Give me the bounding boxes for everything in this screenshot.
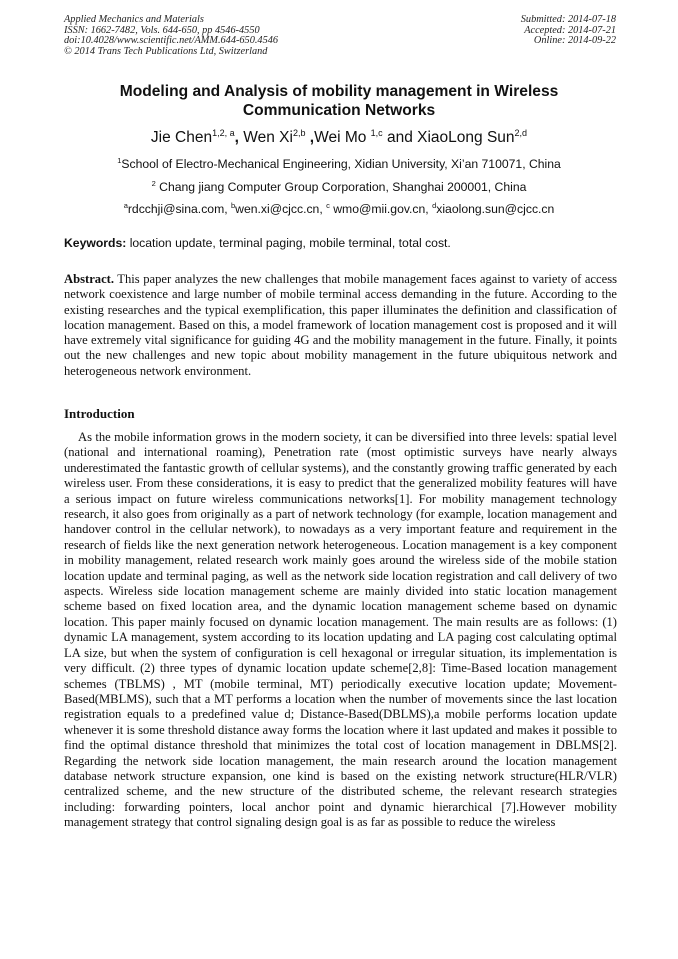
paper-title	[40, 82, 638, 120]
author-name: Wen Xi	[238, 129, 293, 146]
affiliation-2	[40, 180, 638, 195]
email-link[interactable]: xiaolong.sun@cjcc.cn	[436, 202, 555, 216]
journal-name: Applied Mechanics and Materials	[64, 14, 204, 25]
author-superscript: 2,d	[514, 128, 528, 138]
author-name: Jie Chen	[150, 129, 213, 146]
abstract-text: This paper analyzes the new challenges that mobile management faces against to variety of access network coexistence and large number of mobile terminal access demanding in the future. According to the existing researches and the typical exemplification, this paper illuminates the definition and classification of location management. Based on this, a model framework of location management cost is proposed and it will have extremely vital significance for guiding 4G and the mobility management in the future. Finally, it points out the new challenges and new topic about mobility management in the future ubiquitous network and heterogeneous network environment.	[64, 272, 617, 378]
dates-header	[521, 15, 616, 47]
abstract-paragraph	[64, 272, 617, 379]
email-superscript: b	[231, 201, 236, 210]
doi-link[interactable]: doi:10.4028/www.scientific.net/AMM.644-650.4546	[64, 35, 279, 47]
email-superscript: c	[326, 201, 330, 210]
abstract-label: Abstract.	[64, 272, 115, 286]
author-emails	[40, 202, 638, 217]
email-superscript: d	[432, 201, 437, 210]
copyright-line: © 2014 Trans Tech Publications Ltd, Switzerland	[64, 45, 268, 57]
section-heading-introduction: Introduction	[64, 406, 135, 421]
introduction-paragraph: As the mobile information grows in the modern society, it can be diversified into three levels: spatial level (national and international roaming), Penetration rate (most optimistic surveys have nearly always underestimated the fantastic growth of cellular systems), and the constantly growing traffic generated by each wireless user. From these considerations, it is easy to predict that the generalized mobility features will have a serious impact on future wireless communications networks[1]. For mobility management technology research, it also goes from originally as a part of network technology (for example, location management and handover control in the cellular network), to nowadays as a very important feature and requirement in the research of fields like the next generation network heterogeneous. Location management is a key component in mobility management, related research work mainly goes around the wireless side of the mobile station location update and terminal paging, as well as the network side location registration and call delivery of two aspects. Wireless side location management scheme are mainly divided into static location management scheme based on fixed location area, and the dynamic location management scheme based on dynamic location. This paper mainly focused on dynamic location management. The main results are as follows: (1) dynamic LA management, system according to its location updating and LA paging cost calculating optimal LA size, but when the system of configuration is cell hexagonal or irregular situation, its implementation is very difficult. (2) three types of dynamic location update scheme[2,8]: Time-Based location management schemes (TBLMS) , MT (mobile terminal, MT) periodically executive location update; Movement-Based(MBLMS), such that a MT performs a location when the number of movements since the last location registration equals to a predefined value d; Distance-Based(DBLMS),a mobile performs location update whenever it is some threshold distance away forms the location where it last updated and makes it possible to find the optimal distance threshold that minimizes the total cost of location management in DBLMS[2]. Regarding the network side location management, the main research around the location management database network structure expansion, one kind is based on the existing network structure(HLR/VLR) centralized scheme, and the new structure of the distributed scheme, the relevant research strategies including: forwarding pointers, local anchor point and dynamic hierarchical [7].However mobility management strategy that control signaling design goal is as far as possible to reduce the wireless	[64, 430, 617, 830]
email-link[interactable]: wmo@mii.gov.cn,	[329, 202, 433, 216]
author-name: Wei Mo	[314, 129, 371, 146]
keywords-text: location update, terminal paging, mobile terminal, total cost.	[126, 236, 451, 250]
email-superscript: a	[123, 201, 128, 210]
keywords-label: Keywords:	[64, 236, 127, 250]
journal-header	[64, 15, 278, 57]
author-name: and XiaoLong Sun	[382, 129, 515, 146]
title-line-1: Modeling and Analysis of mobility management in Wireless	[119, 83, 559, 100]
accepted-date: Accepted: 2014-07-21	[524, 24, 616, 36]
email-link[interactable]: rdcchji@sina.com,	[127, 202, 231, 216]
author-list	[40, 128, 638, 148]
affiliation-superscript: 2	[151, 179, 156, 188]
introduction-body	[64, 430, 617, 831]
affiliation-text: School of Electro-Mechanical Engineering, Xidian University, Xi’an 710071, China	[121, 157, 561, 171]
author-superscript: 2,b	[292, 128, 306, 138]
email-link[interactable]: wen.xi@cjcc.cn,	[235, 202, 327, 216]
online-date: Online: 2014-09-22	[533, 35, 616, 47]
affiliation-text: Chang jiang Computer Group Corporation, Shanghai 200001, China	[155, 180, 527, 194]
submitted-date: Submitted: 2014-07-18	[520, 14, 616, 25]
author-separator: ,	[305, 129, 315, 146]
affiliation-1	[40, 157, 638, 172]
issn-line: ISSN: 1662-7482, Vols. 644-650, pp 4546-4550	[64, 24, 260, 36]
affiliation-superscript: 1	[117, 156, 122, 165]
author-superscript: 1,2, a	[212, 128, 235, 138]
keywords	[64, 236, 616, 251]
author-superscript: 1,c	[370, 128, 383, 138]
author-separator: ,	[234, 129, 239, 146]
abstract	[64, 272, 617, 379]
title-line-2: Communication Networks	[242, 102, 436, 119]
